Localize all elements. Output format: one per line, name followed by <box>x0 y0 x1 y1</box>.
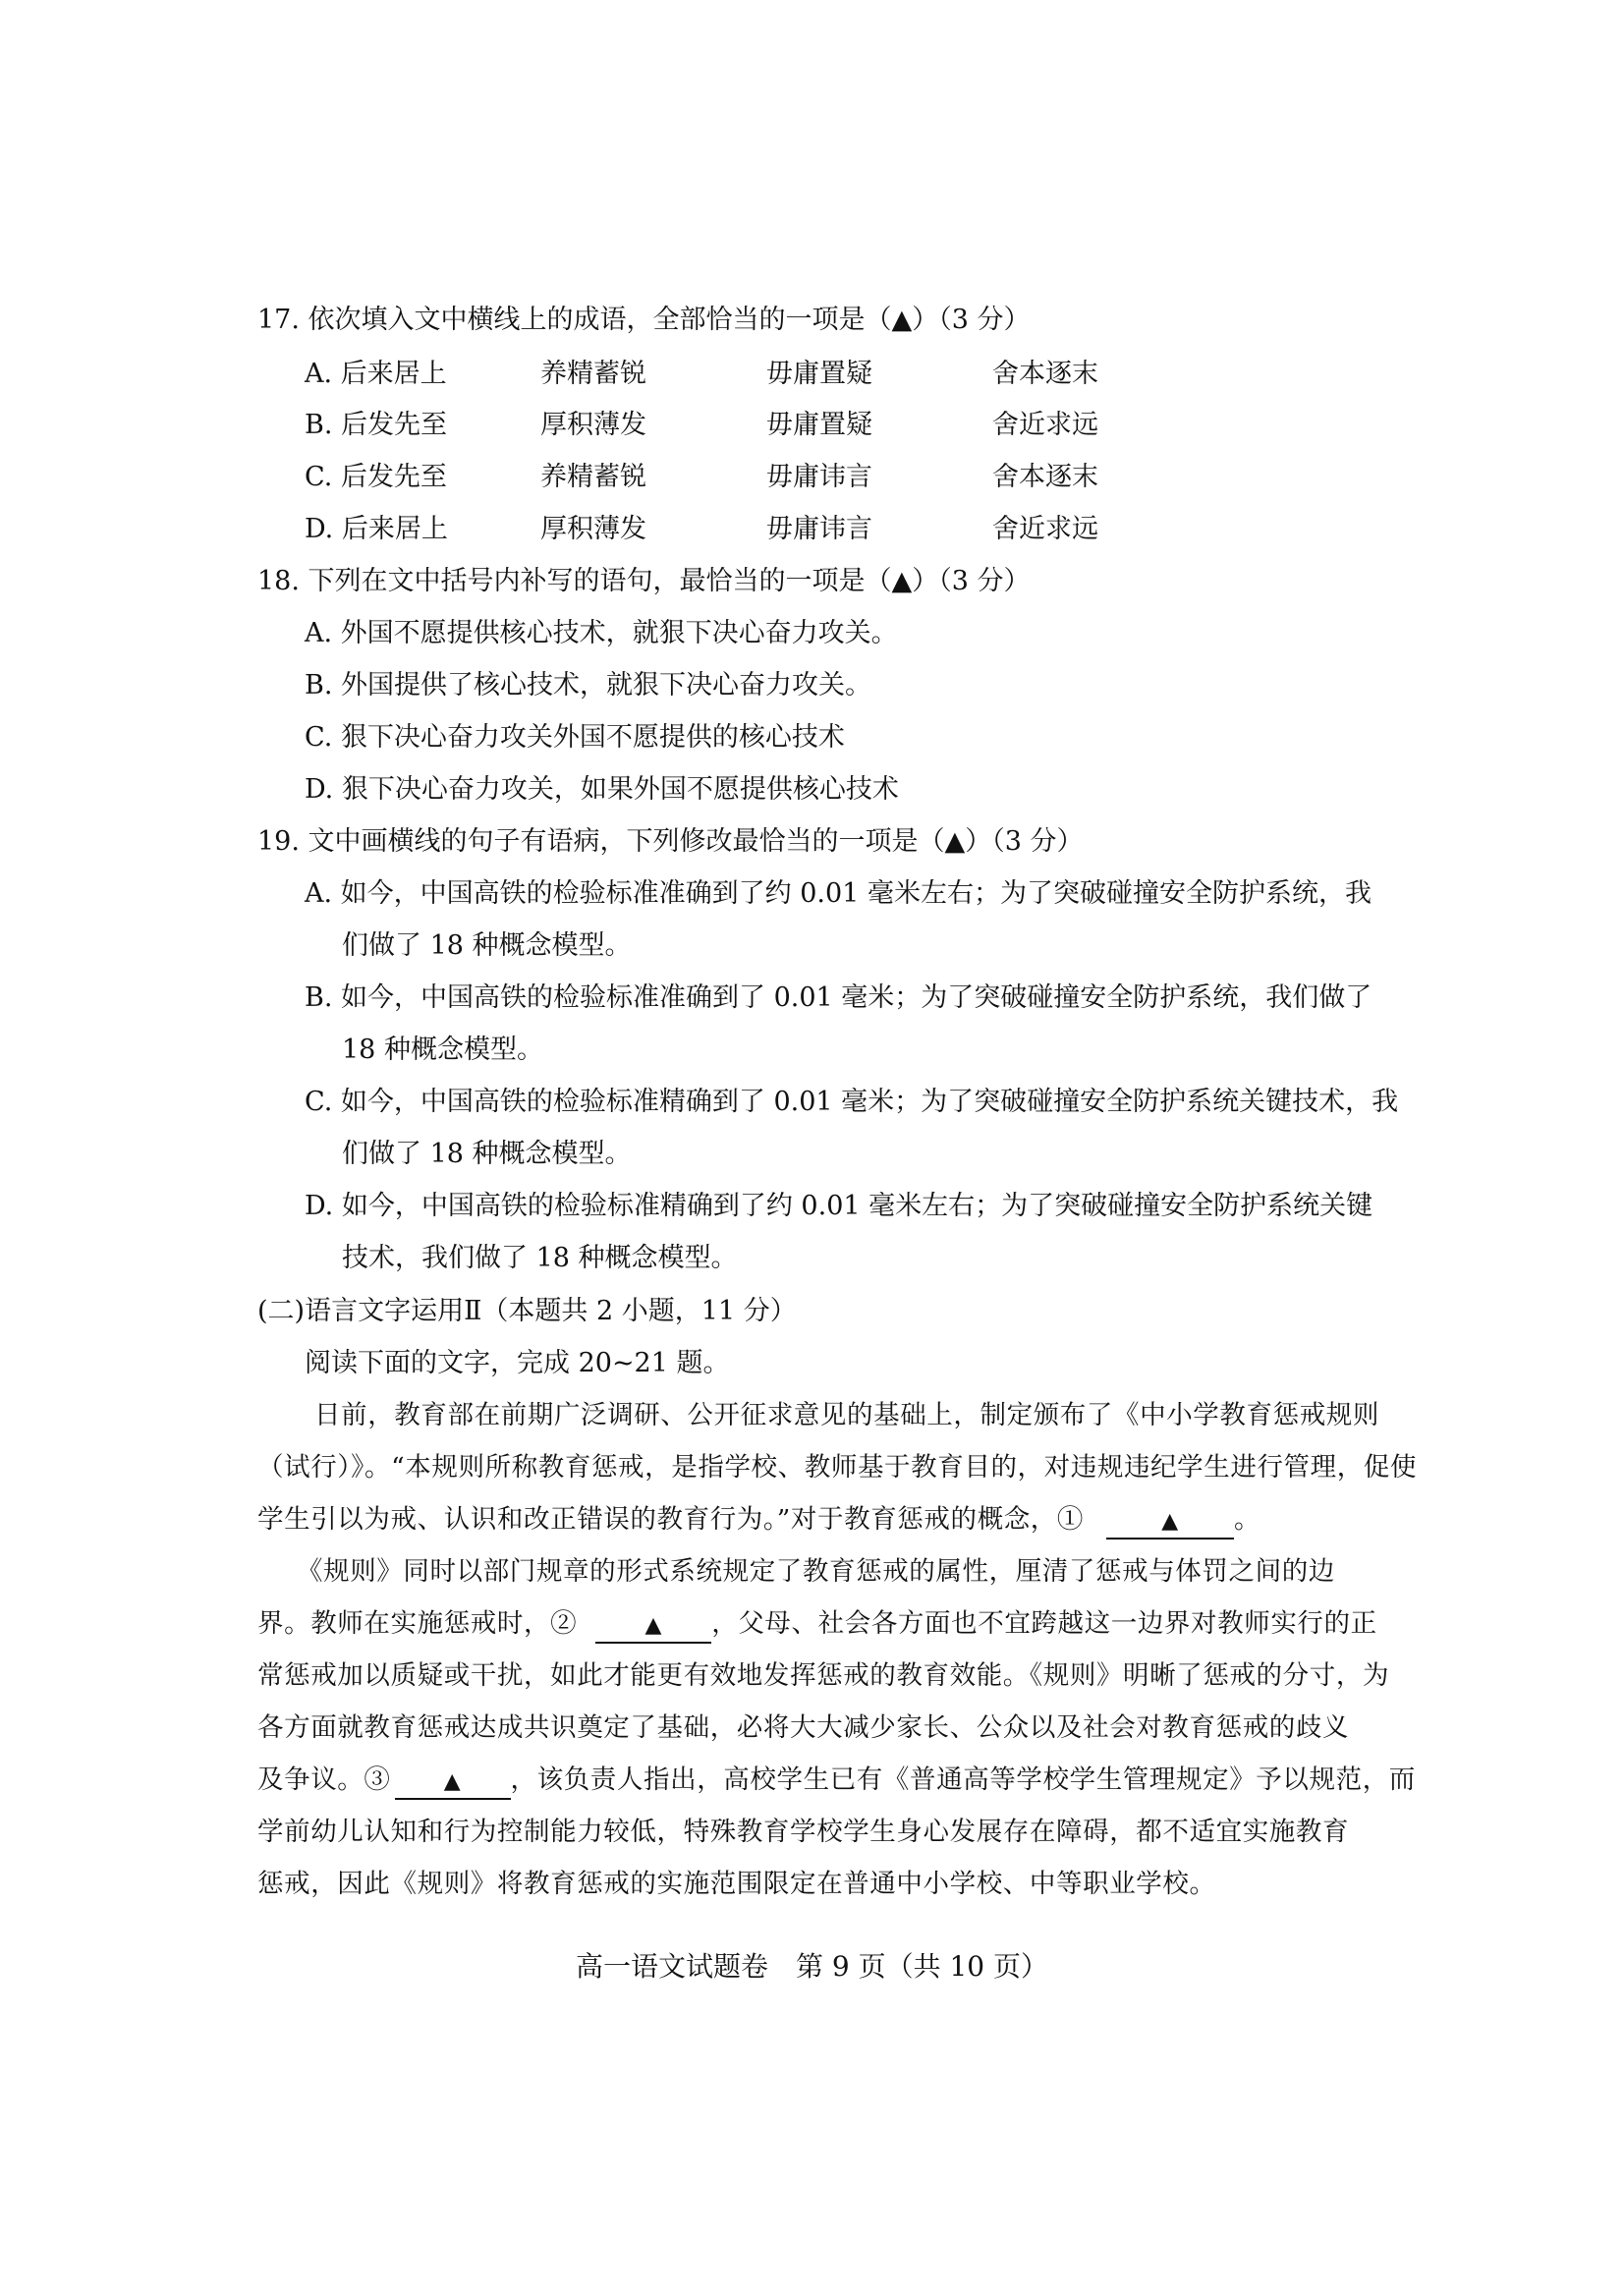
answer-blank-3[interactable] <box>395 1764 511 1800</box>
triangle-mark-icon: ▲ <box>443 1769 462 1794</box>
section-heading: (二)语言文字运用Ⅱ（本题共 2 小题，11 分） <box>257 1296 797 1326</box>
passage-p2-line7: 惩戒，因此《规则》将教育惩戒的实施范围限定在普通中小学校、中等职业学校。 <box>257 1869 1216 1899</box>
q17-stem: 17. 依次填入文中横线上的成语，全部恰当的一项是（▲）（3 分） <box>257 305 1031 335</box>
q17-option-c-4: 舍本逐末 <box>992 462 1098 492</box>
q17-option-b-1: B. 后发先至 <box>305 410 448 440</box>
passage-p2-line1: 《规则》同时以部门规章的形式系统规定了教育惩戒的属性，厘清了惩戒与体罚之间的边 <box>297 1556 1335 1587</box>
passage-p2-line3: 常惩戒加以质疑或干扰，如此才能更有效地发挥惩戒的教育效能。《规则》明晰了惩戒的分寸，为 <box>257 1660 1390 1691</box>
passage-p2-line5-end: ，该负责人指出，高校学生已有《普通高等学校学生管理规定》予以规范，而 <box>510 1764 1416 1795</box>
q18-stem: 18. 下列在文中括号内补写的语句，最恰当的一项是（▲）（3 分） <box>257 566 1031 596</box>
passage-p1-line3-text: 学生引以为戒、认识和改正错误的教育行为。”对于教育惩戒的概念，① <box>257 1504 1084 1535</box>
q19-option-d-line1: D. 如今，中国高铁的检验标准精确到了约 0.01 毫米左右；为了突破碰撞安全防护系统关键 <box>305 1191 1373 1221</box>
q18-option-d: D. 狠下决心奋力攻关，如果外国不愿提供核心技术 <box>305 774 899 805</box>
q17-option-c-3: 毋庸讳言 <box>766 462 872 492</box>
q17-option-a-1: A. 后来居上 <box>305 359 447 389</box>
q18-option-a: A. 外国不愿提供核心技术，就狠下决心奋力攻关。 <box>305 618 898 648</box>
q18-option-b: B. 外国提供了核心技术，就狠下决心奋力攻关。 <box>305 670 872 700</box>
q17-option-c-2: 养精蓄锐 <box>540 462 646 492</box>
q17-option-b-3: 毋庸置疑 <box>766 410 872 440</box>
passage-p2-line2-end: ，父母、社会各方面也不宜跨越这一边界对教师实行的正 <box>711 1608 1377 1639</box>
q17-option-c-1: C. 后发先至 <box>305 462 447 492</box>
q17-option-b-2: 厚积薄发 <box>540 410 646 440</box>
passage-p2-line4: 各方面就教育惩戒达成共识奠定了基础，必将大大减少家长、公众以及社会对教育惩戒的歧义 <box>257 1712 1350 1743</box>
q17-option-a-3: 毋庸置疑 <box>766 359 872 389</box>
q19-option-b-line2: 18 种概念模型。 <box>342 1035 543 1065</box>
passage-p2-line5 <box>257 1761 1416 1800</box>
q19-option-a-line2: 们做了 18 种概念模型。 <box>342 930 632 961</box>
passage-p2-line2 <box>257 1604 1377 1644</box>
q19-stem: 19. 文中画横线的句子有语病，下列修改最恰当的一项是（▲）（3 分） <box>257 826 1084 857</box>
q18-option-c: C. 狠下决心奋力攻关外国不愿提供的核心技术 <box>305 722 845 753</box>
q17-option-d-4: 舍近求远 <box>992 514 1098 544</box>
q17-option-d-2: 厚积薄发 <box>540 514 646 544</box>
q17-option-d-1: D. 后来居上 <box>305 514 448 544</box>
q17-option-a-2: 养精蓄锐 <box>540 359 646 389</box>
passage-p1-line3-end: 。 <box>1234 1504 1261 1535</box>
answer-blank-1[interactable] <box>1106 1504 1234 1540</box>
passage-p1-line2: （试行）》。“本规则所称教育惩戒，是指学校、教师基于教育目的，对违规违纪学生进行管理，促使 <box>257 1452 1418 1483</box>
q17-option-b-4: 舍近求远 <box>992 410 1098 440</box>
passage-p1-line3 <box>257 1500 1260 1540</box>
page-footer: 高一语文试题卷 第 9 页（共 10 页） <box>575 1950 1049 1983</box>
q19-option-d-line2: 技术，我们做了 18 种概念模型。 <box>342 1243 738 1273</box>
triangle-mark-icon: ▲ <box>1161 1509 1179 1534</box>
q17-option-a-4: 舍本逐末 <box>992 359 1098 389</box>
q19-option-c-line2: 们做了 18 种概念模型。 <box>342 1139 632 1169</box>
q19-option-b-line1: B. 如今，中国高铁的检验标准准确到了 0.01 毫米；为了突破碰撞安全防护系统，我们做了 <box>305 982 1372 1013</box>
passage-p1-line1: 日前，教育部在前期广泛调研、公开征求意见的基础上，制定颁布了《中小学教育惩戒规则 <box>314 1400 1379 1430</box>
passage-p2-line2-text: 界。教师在实施惩戒时，② <box>257 1608 578 1639</box>
q19-option-c-line1: C. 如今，中国高铁的检验标准精确到了 0.01 毫米；为了突破碰撞安全防护系统关键技术，我 <box>305 1087 1399 1117</box>
answer-blank-2[interactable] <box>595 1608 711 1644</box>
passage-p2-line6: 学前幼儿认知和行为控制能力较低，特殊教育学校学生身心发展存在障碍，都不适宜实施教育 <box>257 1817 1350 1847</box>
passage-p2-line5-text: 及争议。③ <box>257 1764 391 1795</box>
triangle-mark-icon: ▲ <box>644 1613 662 1638</box>
q19-option-a-line1: A. 如今，中国高铁的检验标准准确到了约 0.01 毫米左右；为了突破碰撞安全防护系统，我 <box>305 878 1372 909</box>
q17-option-d-3: 毋庸讳言 <box>766 514 872 544</box>
section-instruction: 阅读下面的文字，完成 20~21 题。 <box>305 1348 730 1378</box>
